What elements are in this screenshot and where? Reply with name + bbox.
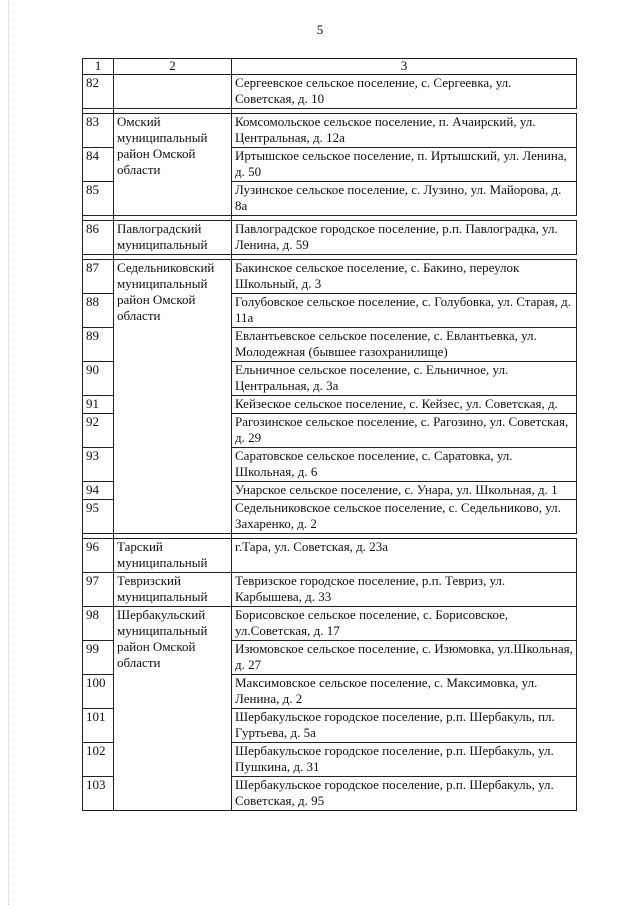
row-number: 90: [83, 362, 114, 396]
address-cell: Ельничное сельское поселение, с. Ельничное, ул. Центральная, д. 3а: [232, 362, 577, 396]
row-number: 94: [83, 482, 114, 500]
address-cell: Шербакульское городское поселение, р.п. Шербакуль, ул. Советская, д. 95: [232, 777, 577, 811]
table-row: [83, 573, 577, 607]
scan-edge: [8, 0, 9, 905]
header-cell-2: 2: [114, 59, 232, 75]
row-number: 88: [83, 294, 114, 328]
row-number: 100: [83, 675, 114, 709]
header-cell-1: 1: [83, 59, 114, 75]
address-cell: Евлантьевское сельское поселение, с. Евлантьевка, ул. Молодежная (бывшее газохранилище): [232, 328, 577, 362]
address-cell: Тевризское городское поселение, р.п. Тевриз, ул. Карбышева, д. 33: [232, 573, 577, 607]
address-cell: Сергеевское сельское поселение, с. Сергеевка, ул. Советская, д. 10: [232, 75, 577, 109]
row-number: 85: [83, 182, 114, 216]
row-number: 99: [83, 641, 114, 675]
district-name: Тарский муниципальный: [114, 539, 232, 573]
table-row: [83, 75, 577, 109]
row-number: 101: [83, 709, 114, 743]
address-cell: Кейзеское сельское поселение, с. Кейзес, ул. Советская, д.: [232, 396, 577, 414]
district-name: Тевризский муниципальный: [114, 573, 232, 607]
district-name: Седельниковский муниципальный район Омской области: [114, 260, 232, 534]
address-cell: г.Тара, ул. Советская, д. 23а: [232, 539, 577, 573]
page-number: 5: [316, 22, 324, 37]
row-number: 96: [83, 539, 114, 573]
table-row: [83, 260, 577, 294]
row-number: 82: [83, 75, 114, 109]
header-cell-3: 3: [232, 59, 577, 75]
address-cell: Саратовское сельское поселение, с. Саратовка, ул. Школьная, д. 6: [232, 448, 577, 482]
row-number: 98: [83, 607, 114, 641]
address-cell: Шербакульское городское поселение, р.п. Шербакуль, ул. Пушкина, д. 31: [232, 743, 577, 777]
row-number: 97: [83, 573, 114, 607]
row-number: 84: [83, 148, 114, 182]
row-number: 93: [83, 448, 114, 482]
row-number: 95: [83, 500, 114, 534]
district-name: [114, 75, 232, 109]
row-number: 83: [83, 114, 114, 148]
district-name: Павлоградский муниципальный: [114, 221, 232, 255]
table-row: [83, 221, 577, 255]
address-table: [82, 58, 577, 811]
address-cell: Изюмовское сельское поселение, с. Изюмовка, ул.Школьная, д. 27: [232, 641, 577, 675]
district-name: Шербакульский муниципальный район Омской области: [114, 607, 232, 811]
row-number: 87: [83, 260, 114, 294]
row-number: 92: [83, 414, 114, 448]
address-cell: Лузинское сельское поселение, с. Лузино, ул. Майорова, д. 8а: [232, 182, 577, 216]
row-number: 89: [83, 328, 114, 362]
address-cell: Борисовское сельское поселение, с. Борисовское, ул.Советская, д. 17: [232, 607, 577, 641]
address-cell: Седельниковское сельское поселение, с. Седельниково, ул. Захаренко, д. 2: [232, 500, 577, 534]
row-number: 102: [83, 743, 114, 777]
table-row: [83, 607, 577, 641]
address-cell: Рагозинское сельское поселение, с. Рагозино, ул. Советская, д. 29: [232, 414, 577, 448]
table-row: [83, 114, 577, 148]
address-cell: Голубовское сельское поселение, с. Голубовка, ул. Старая, д. 11а: [232, 294, 577, 328]
row-number: 86: [83, 221, 114, 255]
header-row: [83, 59, 577, 75]
row-number: 91: [83, 396, 114, 414]
row-number: 103: [83, 777, 114, 811]
address-cell: Максимовское сельское поселение, с. Максимовка, ул. Ленина, д. 2: [232, 675, 577, 709]
table-row: [83, 539, 577, 573]
address-cell: Павлоградское городское поселение, р.п. Павлоградка, ул. Ленина, д. 59: [232, 221, 577, 255]
district-name: Омский муниципальный район Омской области: [114, 114, 232, 216]
address-cell: Бакинское сельское поселение, с. Бакино, переулок Школьный, д. 3: [232, 260, 577, 294]
address-cell: Иртышское сельское поселение, п. Иртышский, ул. Ленина, д. 50: [232, 148, 577, 182]
address-cell: Шербакульское городское поселение, р.п. Шербакуль, пл. Гуртьева, д. 5а: [232, 709, 577, 743]
address-cell: Унарское сельское поселение, с. Унара, ул. Школьная, д. 1: [232, 482, 577, 500]
address-cell: Комсомольское сельское поселение, п. Ачаирский, ул. Центральная, д. 12а: [232, 114, 577, 148]
